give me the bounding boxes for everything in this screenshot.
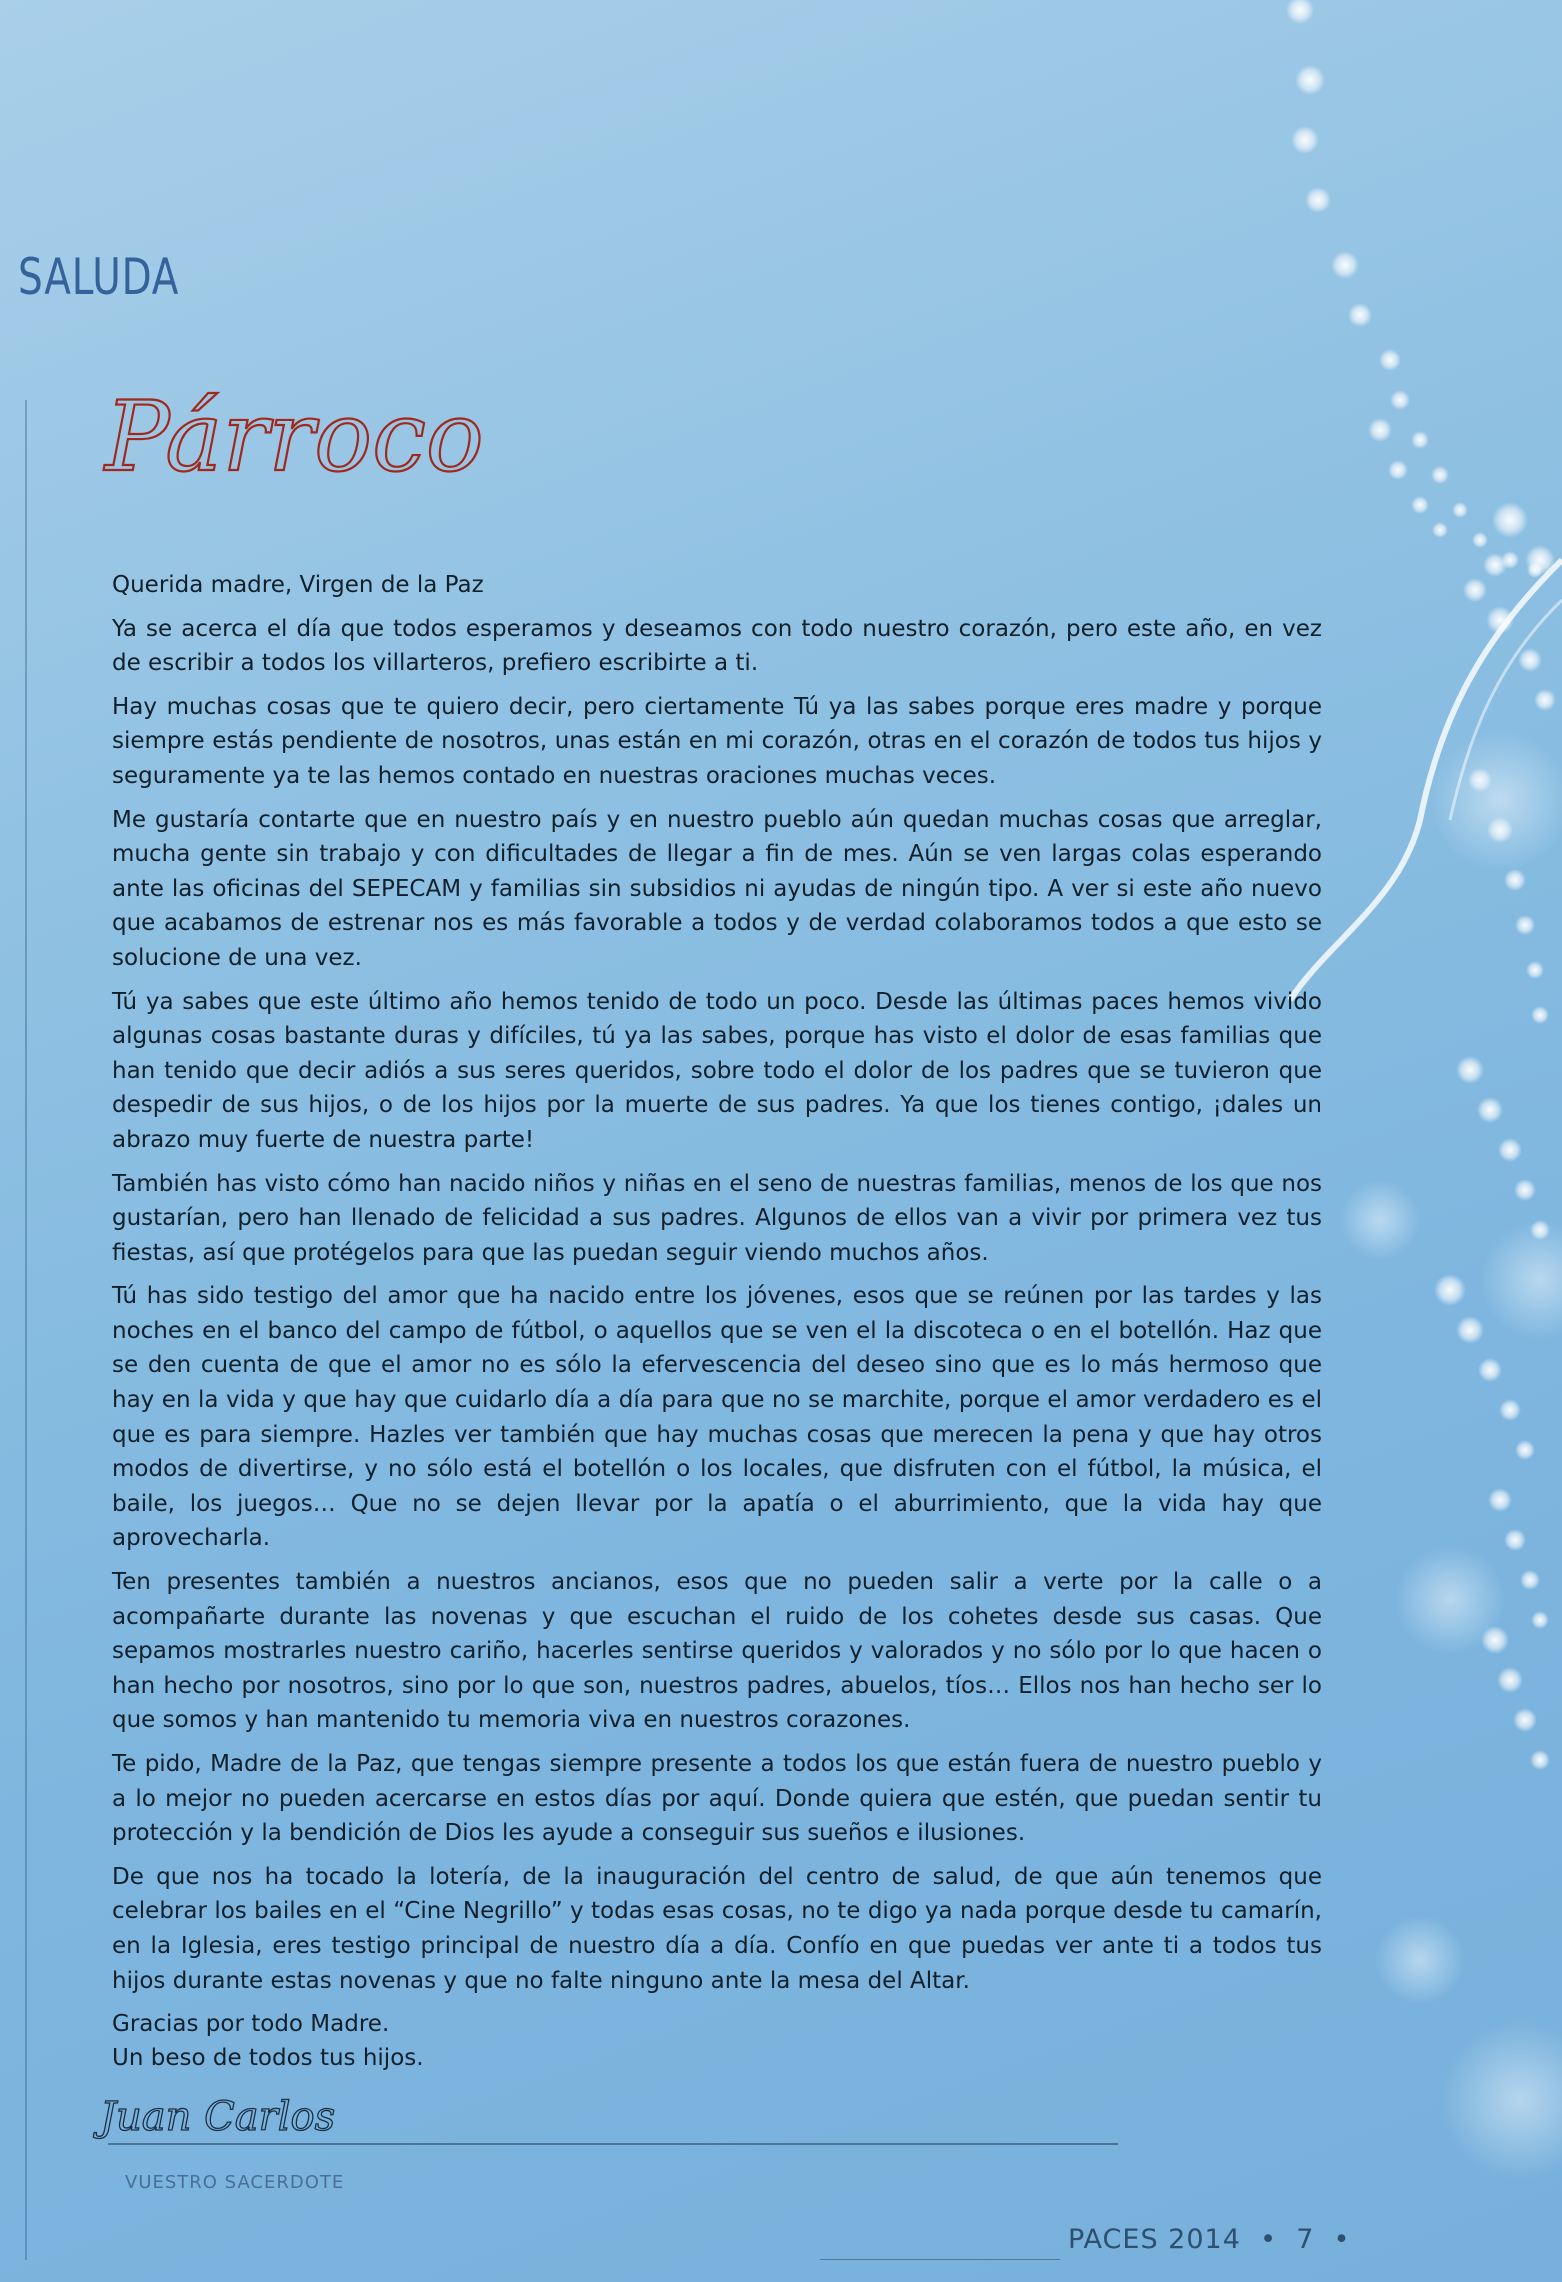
letter-paragraph: Ya se acerca el día que todos esperamos y deseamos con todo nuestro corazón, pero este año, en vez de escribir a todos los villarteros, prefiero escribirte a ti. <box>112 615 1322 677</box>
decorative-dot <box>1527 562 1543 578</box>
letter-paragraph: Me gustaría contarte que en nuestro país y en nuestro pueblo aún quedan muchas cosas que arreglar, mucha gente sin trabajo y con dificultades de llegar a fin de mes. Aún se ven largas colas esperando ante las oficinas del SEPECAM y familias sin subsidios ni ayudas de ningún tipo. A ver si este año nuevo que acabamos de estrenar nos es más favorable a todos y de verdad colaboramos todos a que esto se solucione de una vez. <box>112 806 1322 971</box>
decorative-dot <box>1497 1667 1523 1693</box>
decorative-dot <box>1483 553 1507 577</box>
closing <box>112 2007 1322 2075</box>
decorative-dot <box>1379 349 1401 371</box>
decorative-dot <box>1305 187 1331 213</box>
decorative-dot <box>1463 578 1487 602</box>
decorative-dot <box>1411 496 1429 514</box>
decorative-dot <box>1478 1358 1502 1382</box>
letter-paragraph: También has visto cómo han nacido niños y niñas en el seno de nuestras familias, menos de los que nos gustarían, pero han llenado de felicidad a sus padres. Algunos de ellos van a vivir por primera vez tus fiestas, así que protégelos para que las puedan seguir viendo muchos años. <box>112 1170 1322 1266</box>
decorative-dot <box>1515 915 1535 935</box>
decorative-dot <box>1456 1056 1484 1084</box>
decorative-dot <box>1518 648 1542 672</box>
decorative-dot <box>1501 551 1519 569</box>
footer-publication: PACES 2014 <box>1068 2224 1241 2255</box>
signature-role: VUESTRO SACERDOTE <box>125 2172 345 2193</box>
decorative-dot <box>1432 522 1448 538</box>
letter-body <box>112 568 1322 2075</box>
bokeh-glow <box>1375 1915 1465 2005</box>
decorative-dot <box>1481 1626 1509 1654</box>
letter-paragraph: De que nos ha tocado la lotería, de la inauguración del centro de salud, de que aún tenemos que celebrar los bailes en el “Cine Negrillo” y todas esas cosas, no te digo ya nada porque desde tu camarín, en la Iglesia, eres testigo principal de nuestro día a día. Confío en que puedas ver ante ti a todos tus hijos durante estas novenas y que no falte ninguno ante la mesa del Altar. <box>112 1863 1322 1994</box>
decorative-dot <box>1531 1006 1549 1024</box>
decorative-dot <box>1488 1488 1512 1512</box>
decorative-dot <box>1513 1708 1537 1732</box>
decorative-dot <box>1525 545 1555 575</box>
decorative-dot <box>1452 502 1468 518</box>
decorative-dot <box>1486 606 1514 634</box>
decorative-dot <box>1499 1399 1521 1421</box>
decorative-dot <box>1498 1138 1522 1162</box>
decorative-dot <box>1472 532 1488 548</box>
bokeh-glow <box>1395 1545 1505 1655</box>
page-footer <box>1068 2224 1350 2255</box>
bullet-icon: • <box>1250 2224 1287 2255</box>
bokeh-glow <box>1440 2020 1562 2180</box>
decorative-dot <box>1530 1750 1550 1770</box>
letter-paragraph: Tú has sido testigo del amor que ha nacido entre los jóvenes, esos que se reúnen por las tardes y las noches en el banco del campo de fútbol, o aquellos que se ven el la discoteca o en el botellón. Haz que se den cuenta de que el amor no es sólo la efervescencia del deseo sino que es lo más hermoso que hay en la vida y que hay que cuidarlo día a día para que no se marchite, porque el amor verdadero es el que es para siempre. Hazles ver también que hay muchas cosas que merecen la pena y que hay otros modos de divertirse, y no sólo está el botellón o los locales, que disfruten con el fútbol, la música, el baile, los juegos… Que no se dejen llevar por la apatía o el aburrimiento, que la vida hay que aprovecharla. <box>112 1283 1322 1552</box>
decorative-dot <box>1515 1440 1535 1460</box>
left-margin-rule <box>25 400 27 2260</box>
greeting: Querida madre, Virgen de la Paz <box>112 572 484 598</box>
decorative-dot <box>1331 251 1359 279</box>
decorative-dot <box>1390 390 1410 410</box>
decorative-dot <box>1492 502 1528 538</box>
bullet-icon: • <box>1323 2224 1351 2255</box>
decorative-dot <box>1520 1570 1540 1590</box>
decorative-dot <box>1286 0 1314 24</box>
decorative-dot <box>1531 1611 1549 1629</box>
closing-line-2: Un beso de todos tus hijos. <box>112 2045 424 2072</box>
decorative-dot <box>1434 1274 1466 1306</box>
bokeh-glow <box>1340 1180 1420 1260</box>
decorative-dot <box>1530 1220 1550 1240</box>
title-parroco-handwritten <box>95 355 484 525</box>
decorative-dot <box>1534 689 1556 711</box>
decorative-dot <box>1477 1097 1503 1123</box>
bokeh-glow <box>1430 730 1562 870</box>
decorative-dot <box>1526 961 1544 979</box>
decorative-dot <box>1504 869 1526 891</box>
decorative-dot <box>1291 126 1319 154</box>
decorative-dot <box>1456 1316 1484 1344</box>
closing-line-1: Gracias por todo Madre. <box>112 2011 390 2038</box>
letter-paragraph: Hay muchas cosas que te quiero decir, pero ciertamente Tú ya las sabes porque eres madre y porque siempre estás pendiente de nosotros, unas están en mi corazón, otras en el corazón de todos tus hijos y seguramente ya te las hemos contado en nuestras oraciones muchas veces. <box>112 693 1322 789</box>
decorative-dot <box>1295 65 1325 95</box>
decorative-dot <box>1348 303 1372 327</box>
decorative-dot <box>1431 466 1449 484</box>
title-text: Párroco <box>105 381 484 493</box>
decorative-dot <box>1388 460 1408 480</box>
bokeh-glow <box>1480 1220 1562 1340</box>
letter-paragraph: Ten presentes también a nuestros ancianos, esos que no pueden salir a verte por la calle o a acompañarte durante las novenas y que escuchan el ruido de los cohetes desde sus casas. Que sepamos mostrarles nuestro cariño, hacerles sentirse queridos y valorados y no sólo por lo que hacen o han hecho por nosotros, sino por lo que son, nuestros padres, abuelos, tíos… Ellos nos han hecho ser lo que somos y han mantenido tu memoria viva en nuestros corazones. <box>112 1569 1322 1734</box>
letter-paragraph: Te pido, Madre de la Paz, que tengas siempre presente a todos los que están fuera de nuestro pueblo y a lo mejor no pueden acercarse en estos días por aquí. Donde quiera que estén, que puedan sentir tu protección y la bendición de Dios les ayude a conseguir sus sueños e ilusiones. <box>112 1751 1322 1847</box>
decorative-dot <box>1468 768 1492 792</box>
decorative-dot <box>1514 1179 1536 1201</box>
letter-paragraph: Tú ya sabes que este último año hemos tenido de todo un poco. Desde las últimas paces hemos vivido algunas cosas bastante duras y difíciles, tú ya las sabes, porque has visto el dolor de esas familias que han tenido que decir adiós a sus seres queridos, sobre todo el dolor de los padres que se tuvieron que despedir de sus hijos, o de los hijos por la muerte de sus padres. Ya que los tienes contigo, ¡dales un abrazo muy fuerte de nuestra parte! <box>112 988 1322 1153</box>
footer-rule <box>820 2259 1060 2260</box>
letter-paragraphs <box>112 612 1322 1999</box>
decorative-dot <box>1504 1529 1526 1551</box>
decorative-dot <box>1487 817 1513 843</box>
decorative-dot <box>1368 418 1392 442</box>
decorative-dot <box>1411 431 1429 449</box>
section-label: SALUDA <box>18 248 180 306</box>
page-number: 7 <box>1296 2224 1315 2255</box>
signature-line <box>108 2143 1118 2145</box>
signature-text: Juan Carlos <box>100 2094 336 2140</box>
